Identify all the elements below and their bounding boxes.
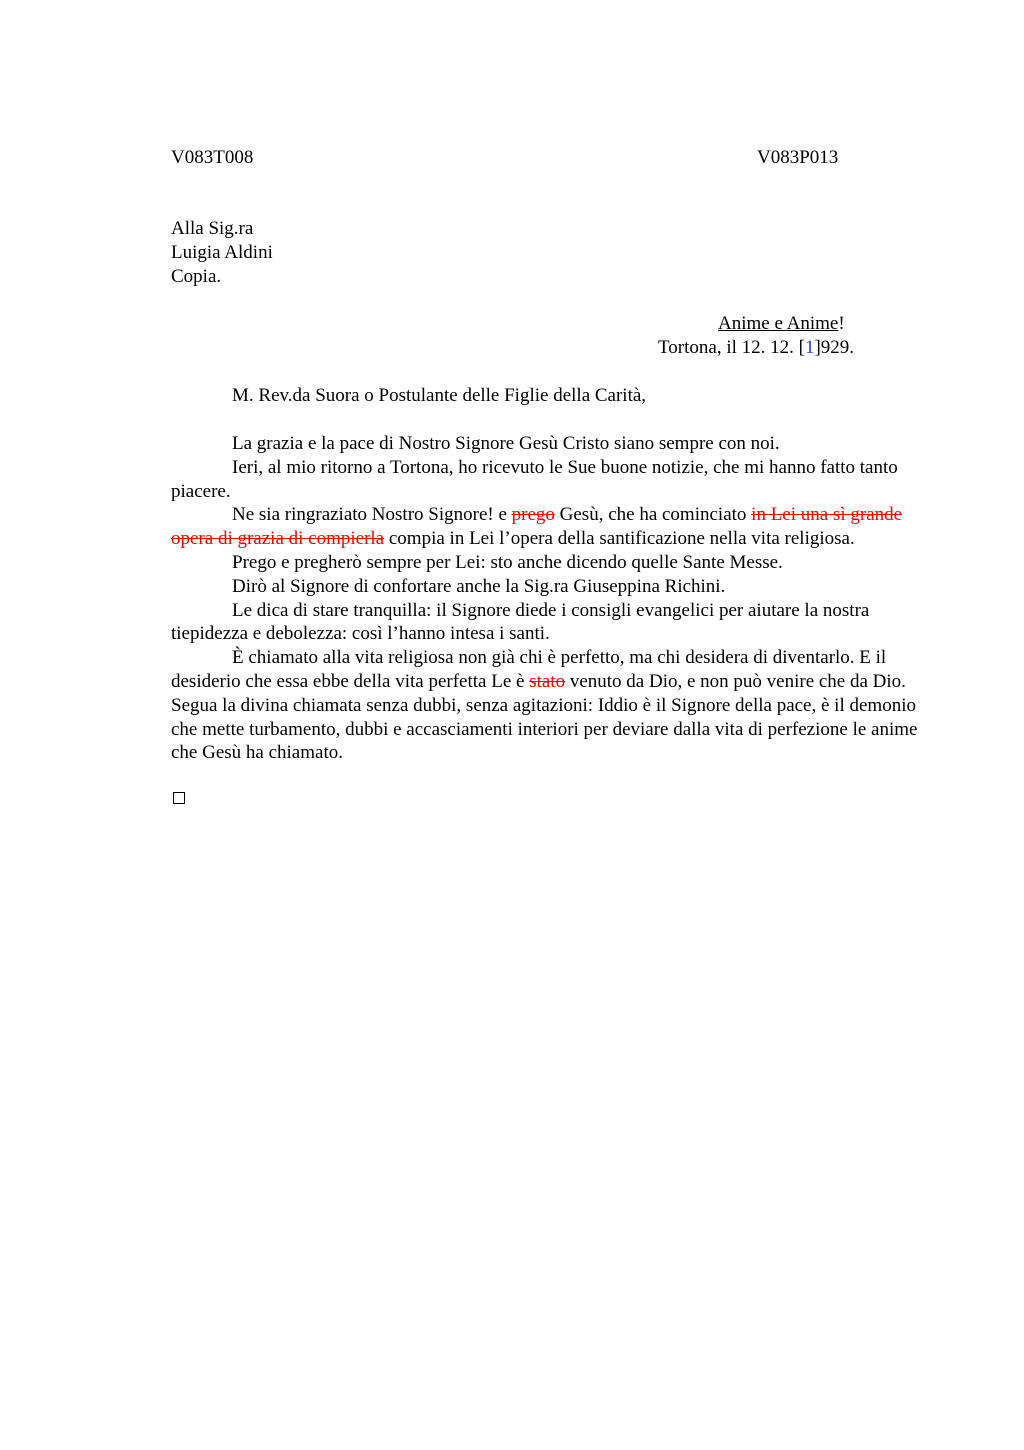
paragraph-2: Ieri, al mio ritorno a Tortona, ho ricevuto le Sue buone notizie, che mi hanno fatto tanto piacere.	[171, 456, 898, 502]
paragraph-3	[171, 503, 931, 551]
paragraph-5: Dirò al Signore di confortare anche la Sig.ra Giuseppina Richini.	[232, 575, 726, 597]
place-date	[658, 336, 854, 360]
address-line-2: Luigia Aldini	[171, 242, 273, 263]
salutation: M. Rev.da Suora o Postulante delle Figlie della Carità,	[232, 385, 647, 406]
address-line-3: Copia.	[171, 266, 222, 287]
letter-body	[171, 432, 931, 765]
paragraph-4: Prego e pregherò sempre per Lei: sto anche dicendo quelle Sante Messe.	[232, 551, 783, 573]
paragraph-1: La grazia e la pace di Nostro Signore Gesù Cristo siano sempre con noi.	[232, 433, 780, 454]
paragraph-7	[171, 646, 931, 765]
place-date-before: Tortona, il 12. 12. [	[658, 337, 805, 358]
address-line-1: Alla Sig.ra	[171, 218, 254, 239]
motto	[718, 312, 845, 336]
place-date-inserted: 1	[804, 337, 815, 358]
square-outline-icon	[173, 792, 185, 804]
motto-punct: !	[838, 313, 845, 334]
place-date-after: ]929.	[814, 337, 855, 358]
header-right-code: V083P013	[757, 147, 839, 168]
header-left-code: V083T008	[171, 147, 254, 168]
p7-deleted-1: stato	[529, 670, 566, 692]
p7-text-a: È chiamato alla vita religiosa non già chi è perfetto, ma chi desidera di diventarlo. E il desiderio che essa ebbe della vita perfetta Le è	[171, 647, 887, 692]
p7-text-b: venuto da Dio, e non può venire che da Dio. Segua la divina chiamata senza dubbi, senza agitazioni: Iddio è il Signore della pace, è il demonio che mette turbamento, dubbi e accasciamenti interiori per deviare dalla vita di perfezione le anime che Gesù ha chiamato.	[171, 670, 918, 764]
p3-deleted-2: in Lei una sì grande opera di grazia di compierla	[171, 504, 903, 550]
p3-text-a: Ne sia ringraziato Nostro Signore! e	[232, 504, 512, 526]
p3-text-b: Gesù, che ha cominciato	[554, 504, 752, 526]
p3-deleted-1: prego	[511, 504, 555, 526]
p3-text-c: compia in Lei l’opera della santificazione nella vita religiosa.	[384, 528, 855, 550]
paragraph-6: Le dica di stare tranquilla: il Signore diede i consigli evangelici per aiutare la nostra tiepidezza e debolezza: così l’hanno intesa i santi.	[171, 599, 870, 645]
motto-underlined: Anime e Anime	[718, 313, 839, 334]
